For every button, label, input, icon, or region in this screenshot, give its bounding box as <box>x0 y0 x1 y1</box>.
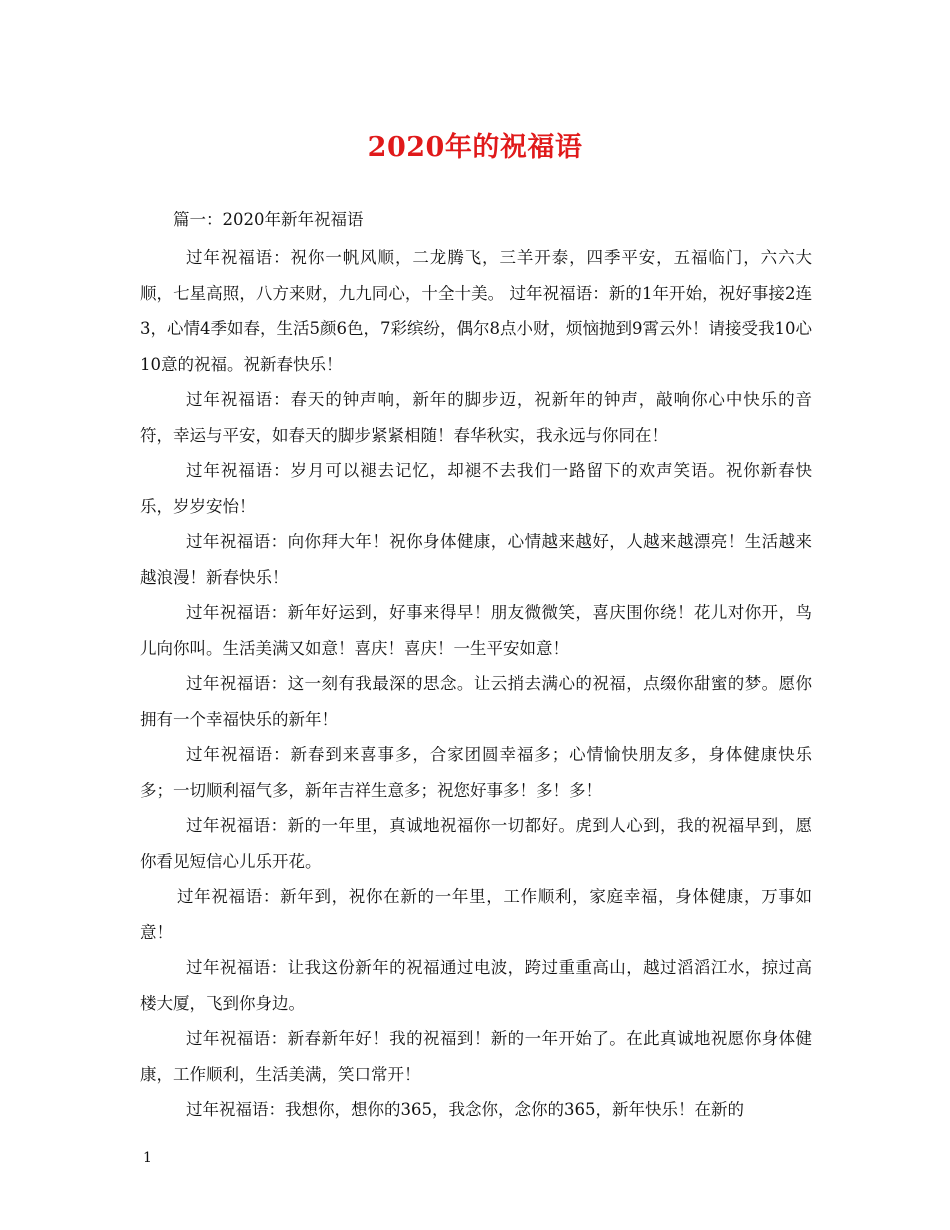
paragraph: 过年祝福语：我想你，想你的365，我念你，念你的365，新年快乐！在新的 <box>186 1100 744 1119</box>
paragraph: 过年祝福语：向你拜大年！祝你身体健康，心情越来越好，人越来越漂亮！生活越来越浪漫！新春快乐！ <box>140 532 812 587</box>
paragraph: 过年祝福语：让我这份新年的祝福通过电波，跨过重重高山，越过滔滔江水，掠过高楼大厦，飞到你身边。 <box>140 958 812 1013</box>
paragraph: 过年祝福语：这一刻有我最深的思念。让云捎去满心的祝福，点缀你甜蜜的梦。愿你拥有一个幸福快乐的新年！ <box>140 674 812 729</box>
paragraph: 过年祝福语：新春新年好！我的祝福到！新的一年开始了。在此真诚地祝愿你身体健康，工作顺利，生活美满，笑口常开！ <box>140 1029 812 1084</box>
paragraph: 过年祝福语：春天的钟声响，新年的脚步迈，祝新年的钟声，敲响你心中快乐的音符，幸运与平安，如春天的脚步紧紧相随！春华秋实，我永远与你同在！ <box>140 390 812 445</box>
paragraph: 过年祝福语：祝你一帆风顺，二龙腾飞，三羊开泰，四季平安，五福临门，六六大顺，七星高照，八方来财，九九同心，十全十美。 过年祝福语：新的1年开始，祝好事接2连3，心情4季如春，生活5颜6色，7彩缤纷，偶尔8点小财，烦恼抛到9霄云外！请接受我10心10意的祝福。祝新春快乐！ <box>140 248 812 374</box>
paragraph: 过年祝福语：新年好运到，好事来得早！朋友微微笑，喜庆围你绕！花儿对你开，鸟儿向你叫。生活美满又如意！喜庆！喜庆！一生平安如意！ <box>140 603 812 658</box>
document-title: 2020年的祝福语 <box>367 132 583 163</box>
paragraph: 过年祝福语：新的一年里，真诚地祝福你一切都好。虎到人心到，我的祝福早到，愿你看见短信心儿乐开花。 <box>140 816 812 871</box>
section-heading: 篇一：2020年新年祝福语 <box>173 210 364 229</box>
paragraph: 过年祝福语：新年到，祝你在新的一年里，工作顺利，家庭幸福，身体健康，万事如意！ <box>140 887 812 942</box>
paragraph: 过年祝福语：新春到来喜事多，合家团圆幸福多；心情愉快朋友多，身体健康快乐多；一切顺利福气多，新年吉祥生意多；祝您好事多！多！多！ <box>140 745 812 800</box>
paragraph: 过年祝福语：岁月可以褪去记忆，却褪不去我们一路留下的欢声笑语。祝你新春快乐，岁岁安怡！ <box>140 461 812 516</box>
page-number: 1 <box>143 1150 152 1166</box>
document-body <box>140 240 812 1128</box>
